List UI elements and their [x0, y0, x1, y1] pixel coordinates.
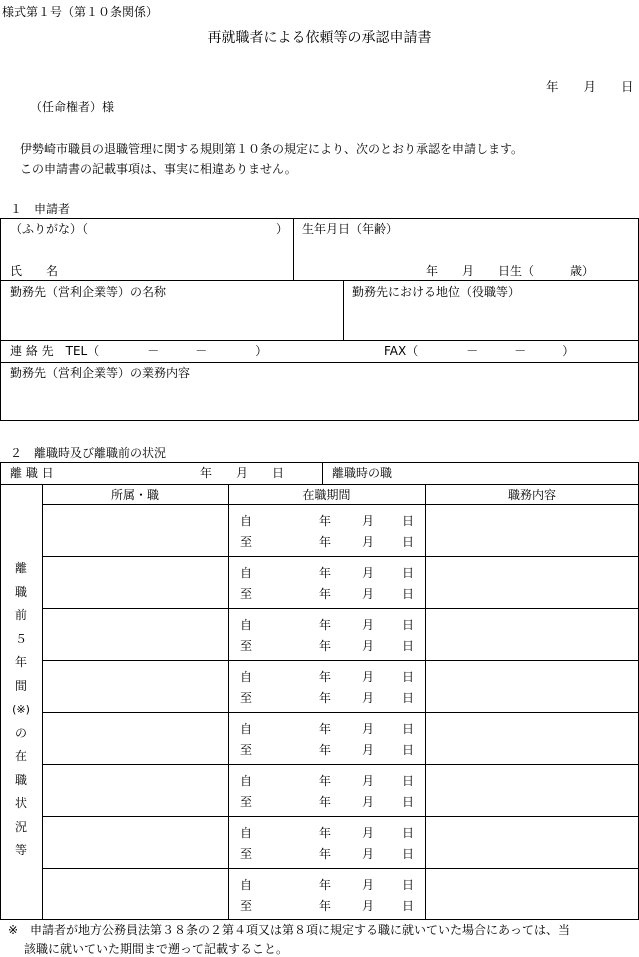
period-from-label: 自 — [240, 514, 253, 528]
period-to-label: 至 — [240, 795, 253, 809]
year-label: 年 — [319, 743, 332, 757]
day-label: 日 — [402, 878, 415, 892]
section-2-heading: ２ 離職時及び離職前の状況 — [10, 446, 167, 460]
birth-date-field[interactable]: 年 月 日生（ 歳） — [426, 264, 595, 278]
footnote-line-2: 該職に就いていた期間まで遡って記載すること。 — [24, 942, 289, 956]
side-label-five-years — [11, 557, 31, 863]
month-label: 月 — [362, 795, 375, 809]
side-label-char: 間 — [14, 678, 27, 693]
document-title: 再就職者による依頼等の承認申請書 — [207, 30, 432, 46]
department-cell[interactable] — [43, 505, 227, 556]
birth-date-label: 生年月日（年齢） — [302, 222, 399, 236]
department-cell[interactable] — [43, 661, 227, 712]
period-from-label: 自 — [240, 722, 253, 736]
employer-name-field[interactable]: 勤務先（営利企業等）の名称 — [10, 285, 167, 299]
month-label: 月 — [362, 691, 375, 705]
side-label-char: 年 — [14, 655, 27, 669]
side-label-char: 況 — [14, 819, 27, 834]
duties-cell[interactable] — [426, 557, 638, 608]
period-to-label: 至 — [240, 535, 253, 549]
year-label: 年 — [319, 722, 332, 736]
side-label-char: 在 — [14, 749, 27, 763]
retirement-position-label: 離職時の職 — [332, 466, 393, 480]
section-1-heading: １ 申請者 — [10, 202, 71, 216]
day-label: 日 — [402, 566, 415, 580]
year-label: 年 — [319, 566, 332, 580]
day-label: 日 — [402, 587, 415, 601]
day-label: 日 — [402, 826, 415, 840]
duties-cell[interactable] — [426, 713, 638, 764]
duties-cell[interactable] — [426, 661, 638, 712]
year-label: 年 — [319, 774, 332, 788]
department-cell[interactable] — [43, 817, 227, 868]
duties-cell[interactable] — [426, 817, 638, 868]
year-label: 年 — [319, 639, 332, 653]
month-label: 月 — [362, 899, 375, 913]
year-label: 年 — [319, 587, 332, 601]
month-label: 月 — [362, 566, 375, 580]
duties-cell[interactable] — [426, 609, 638, 660]
addressee: （任命権者）様 — [30, 100, 115, 114]
month-label: 月 — [362, 743, 375, 757]
year-label: 年 — [319, 847, 332, 861]
business-content-field[interactable]: 勤務先（営利企業等）の業務内容 — [10, 366, 191, 380]
period-from-label: 自 — [240, 774, 253, 788]
year-label: 年 — [319, 670, 332, 684]
column-duties: 職務内容 — [507, 488, 556, 502]
intro-line-2: この申請書の記載事項は、事実に相違ありません。 — [20, 162, 297, 176]
intro-line-1: 伊勢崎市職員の退職管理に関する規則第１０条の規定により、次のとおり承認を申請します。 — [20, 142, 524, 156]
footnote-line-1: ※ 申請者が地方公務員法第３８条の２第４項又は第８項に規定する職に就いていた場合にあっては、当 — [8, 923, 570, 937]
side-label-char: 等 — [14, 843, 27, 857]
month-label: 月 — [362, 722, 375, 736]
period-from-label: 自 — [240, 670, 253, 684]
month-label: 月 — [362, 826, 375, 840]
employer-position-field[interactable]: 勤務先における地位（役職等） — [352, 285, 521, 299]
period-from-label: 自 — [240, 618, 253, 632]
name-field[interactable]: 氏 名 — [10, 264, 59, 278]
day-label: 日 — [402, 535, 415, 549]
department-cell[interactable] — [43, 765, 227, 816]
day-label: 日 — [402, 795, 415, 809]
duties-cell[interactable] — [426, 765, 638, 816]
furigana-close: ） — [276, 222, 289, 236]
day-label: 日 — [402, 774, 415, 788]
retirement-date-label: 離 職 日 — [10, 466, 54, 480]
duties-cell[interactable] — [426, 505, 638, 556]
month-label: 月 — [362, 514, 375, 528]
year-label: 年 — [319, 618, 332, 632]
period-from-label: 自 — [240, 878, 253, 892]
column-department: 所属・職 — [110, 488, 159, 502]
month-label: 月 — [362, 774, 375, 788]
period-to-label: 至 — [240, 587, 253, 601]
side-label-char: の — [14, 725, 27, 740]
period-to-label: 至 — [240, 847, 253, 861]
phone-field[interactable]: 連 絡 先 TEL（ － － ） — [10, 344, 268, 358]
year-label: 年 — [319, 535, 332, 549]
form-number: 様式第１号（第１０条関係） — [2, 5, 159, 19]
period-to-label: 至 — [240, 691, 253, 705]
side-label-char: 前 — [14, 608, 27, 622]
department-cell[interactable] — [43, 713, 227, 764]
month-label: 月 — [362, 587, 375, 601]
day-label: 日 — [402, 899, 415, 913]
period-from-label: 自 — [240, 566, 253, 580]
month-label: 月 — [362, 670, 375, 684]
month-label: 月 — [362, 847, 375, 861]
month-label: 月 — [362, 639, 375, 653]
period-to-label: 至 — [240, 639, 253, 653]
day-label: 日 — [402, 618, 415, 632]
year-label: 年 — [319, 878, 332, 892]
department-cell[interactable] — [43, 609, 227, 660]
furigana-label: （ふりがな）（ — [10, 222, 89, 236]
year-label: 年 — [319, 691, 332, 705]
application-date: 年 月 日 — [546, 79, 634, 94]
year-label: 年 — [319, 795, 332, 809]
period-from-label: 自 — [240, 826, 253, 840]
department-cell[interactable] — [43, 869, 227, 920]
side-label-char: 職 — [14, 772, 27, 787]
day-label: 日 — [402, 670, 415, 684]
day-label: 日 — [402, 514, 415, 528]
side-label-char: 職 — [14, 584, 27, 599]
duties-cell[interactable] — [426, 869, 638, 920]
year-label: 年 — [319, 899, 332, 913]
day-label: 日 — [402, 743, 415, 757]
period-to-label: 至 — [240, 743, 253, 757]
column-period: 在職期間 — [302, 488, 351, 502]
day-label: 日 — [402, 847, 415, 861]
day-label: 日 — [402, 639, 415, 653]
year-label: 年 — [319, 514, 332, 528]
side-label-char: 状 — [14, 796, 27, 810]
fax-field[interactable]: FAX（ － － ） — [384, 344, 575, 358]
day-label: 日 — [402, 722, 415, 736]
month-label: 月 — [362, 535, 375, 549]
month-label: 月 — [362, 878, 375, 892]
side-label-char: 離 — [14, 561, 27, 575]
period-to-label: 至 — [240, 899, 253, 913]
side-label-char: ５ — [14, 631, 27, 646]
year-label: 年 — [319, 826, 332, 840]
department-cell[interactable] — [43, 557, 227, 608]
side-label-char: (※) — [12, 703, 30, 716]
day-label: 日 — [402, 691, 415, 705]
applicant-table-frame — [0, 218, 639, 421]
retirement-date-field[interactable]: 年 月 日 — [200, 466, 285, 480]
month-label: 月 — [362, 618, 375, 632]
